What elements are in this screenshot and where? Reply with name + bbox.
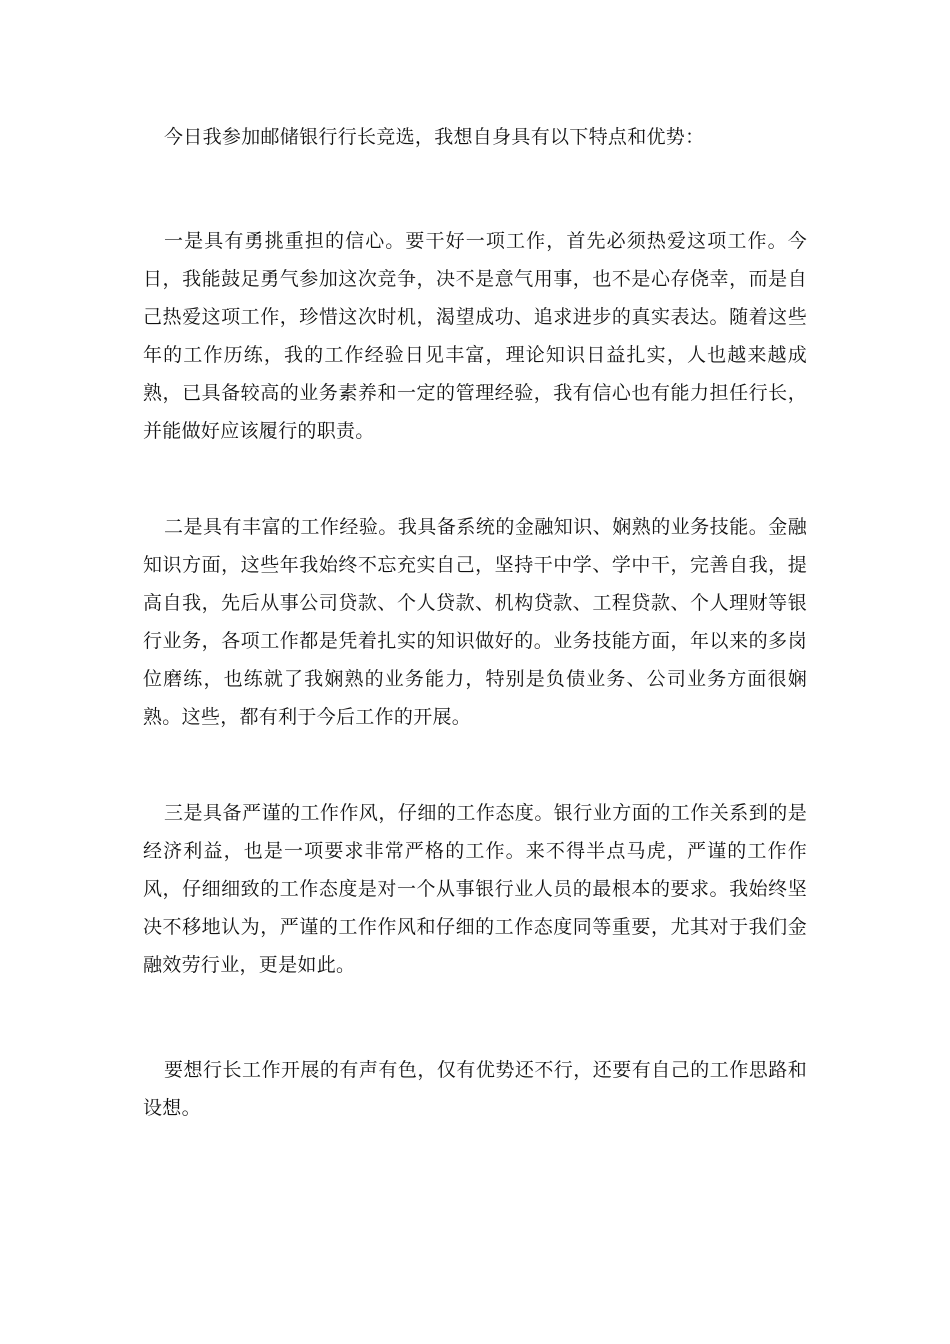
- paragraph-intro: 今日我参加邮储银行行长竞选，我想自身具有以下特点和优势：: [164, 126, 705, 148]
- paragraph-work-style: 三是具备严谨的工作作风，仔细的工作态度。银行业方面的工作关系到的是经济利益，也是一项要求非常严格的工作。来不得半点马虎，严谨的工作作风，仔细细致的工作态度是对一个从事银行业人员的最根本的要求。我始终坚决不移地认为，严谨的工作作风和仔细的工作态度同等重要，尤其对于我们金融效劳行业，更是如此。: [143, 802, 807, 976]
- paragraph-experience: 二是具有丰富的工作经验。我具备系统的金融知识、娴熟的业务技能。金融知识方面，这些年我始终不忘充实自己，坚持干中学、学中干，完善自我，提高自我，先后从事公司贷款、个人贷款、机构贷款、工程贷款、个人理财等银行业务，各项工作都是凭着扎实的知识做好的。业务技能方面，年以来的多岗位磨练，也练就了我娴熟的业务能力，特别是负债业务、公司业务方面很娴熟。这些，都有利于今后工作的开展。: [143, 516, 807, 728]
- paragraph-confidence: 一是具有勇挑重担的信心。要干好一项工作，首先必须热爱这项工作。今日，我能鼓足勇气参加这次竞争，决不是意气用事，也不是心存侥幸，而是自己热爱这项工作，珍惜这次时机，渴望成功、追求进步的真实表达。随着这些年的工作历练，我的工作经验日见丰富，理论知识日益扎实，人也越来越成熟，已具备较高的业务素养和一定的管理经验，我有信心也有能力担任行长，并能做好应该履行的职责。: [143, 230, 807, 442]
- paragraph-conclusion: 要想行长工作开展的有声有色，仅有优势还不行，还要有自己的工作思路和设想。: [143, 1059, 807, 1119]
